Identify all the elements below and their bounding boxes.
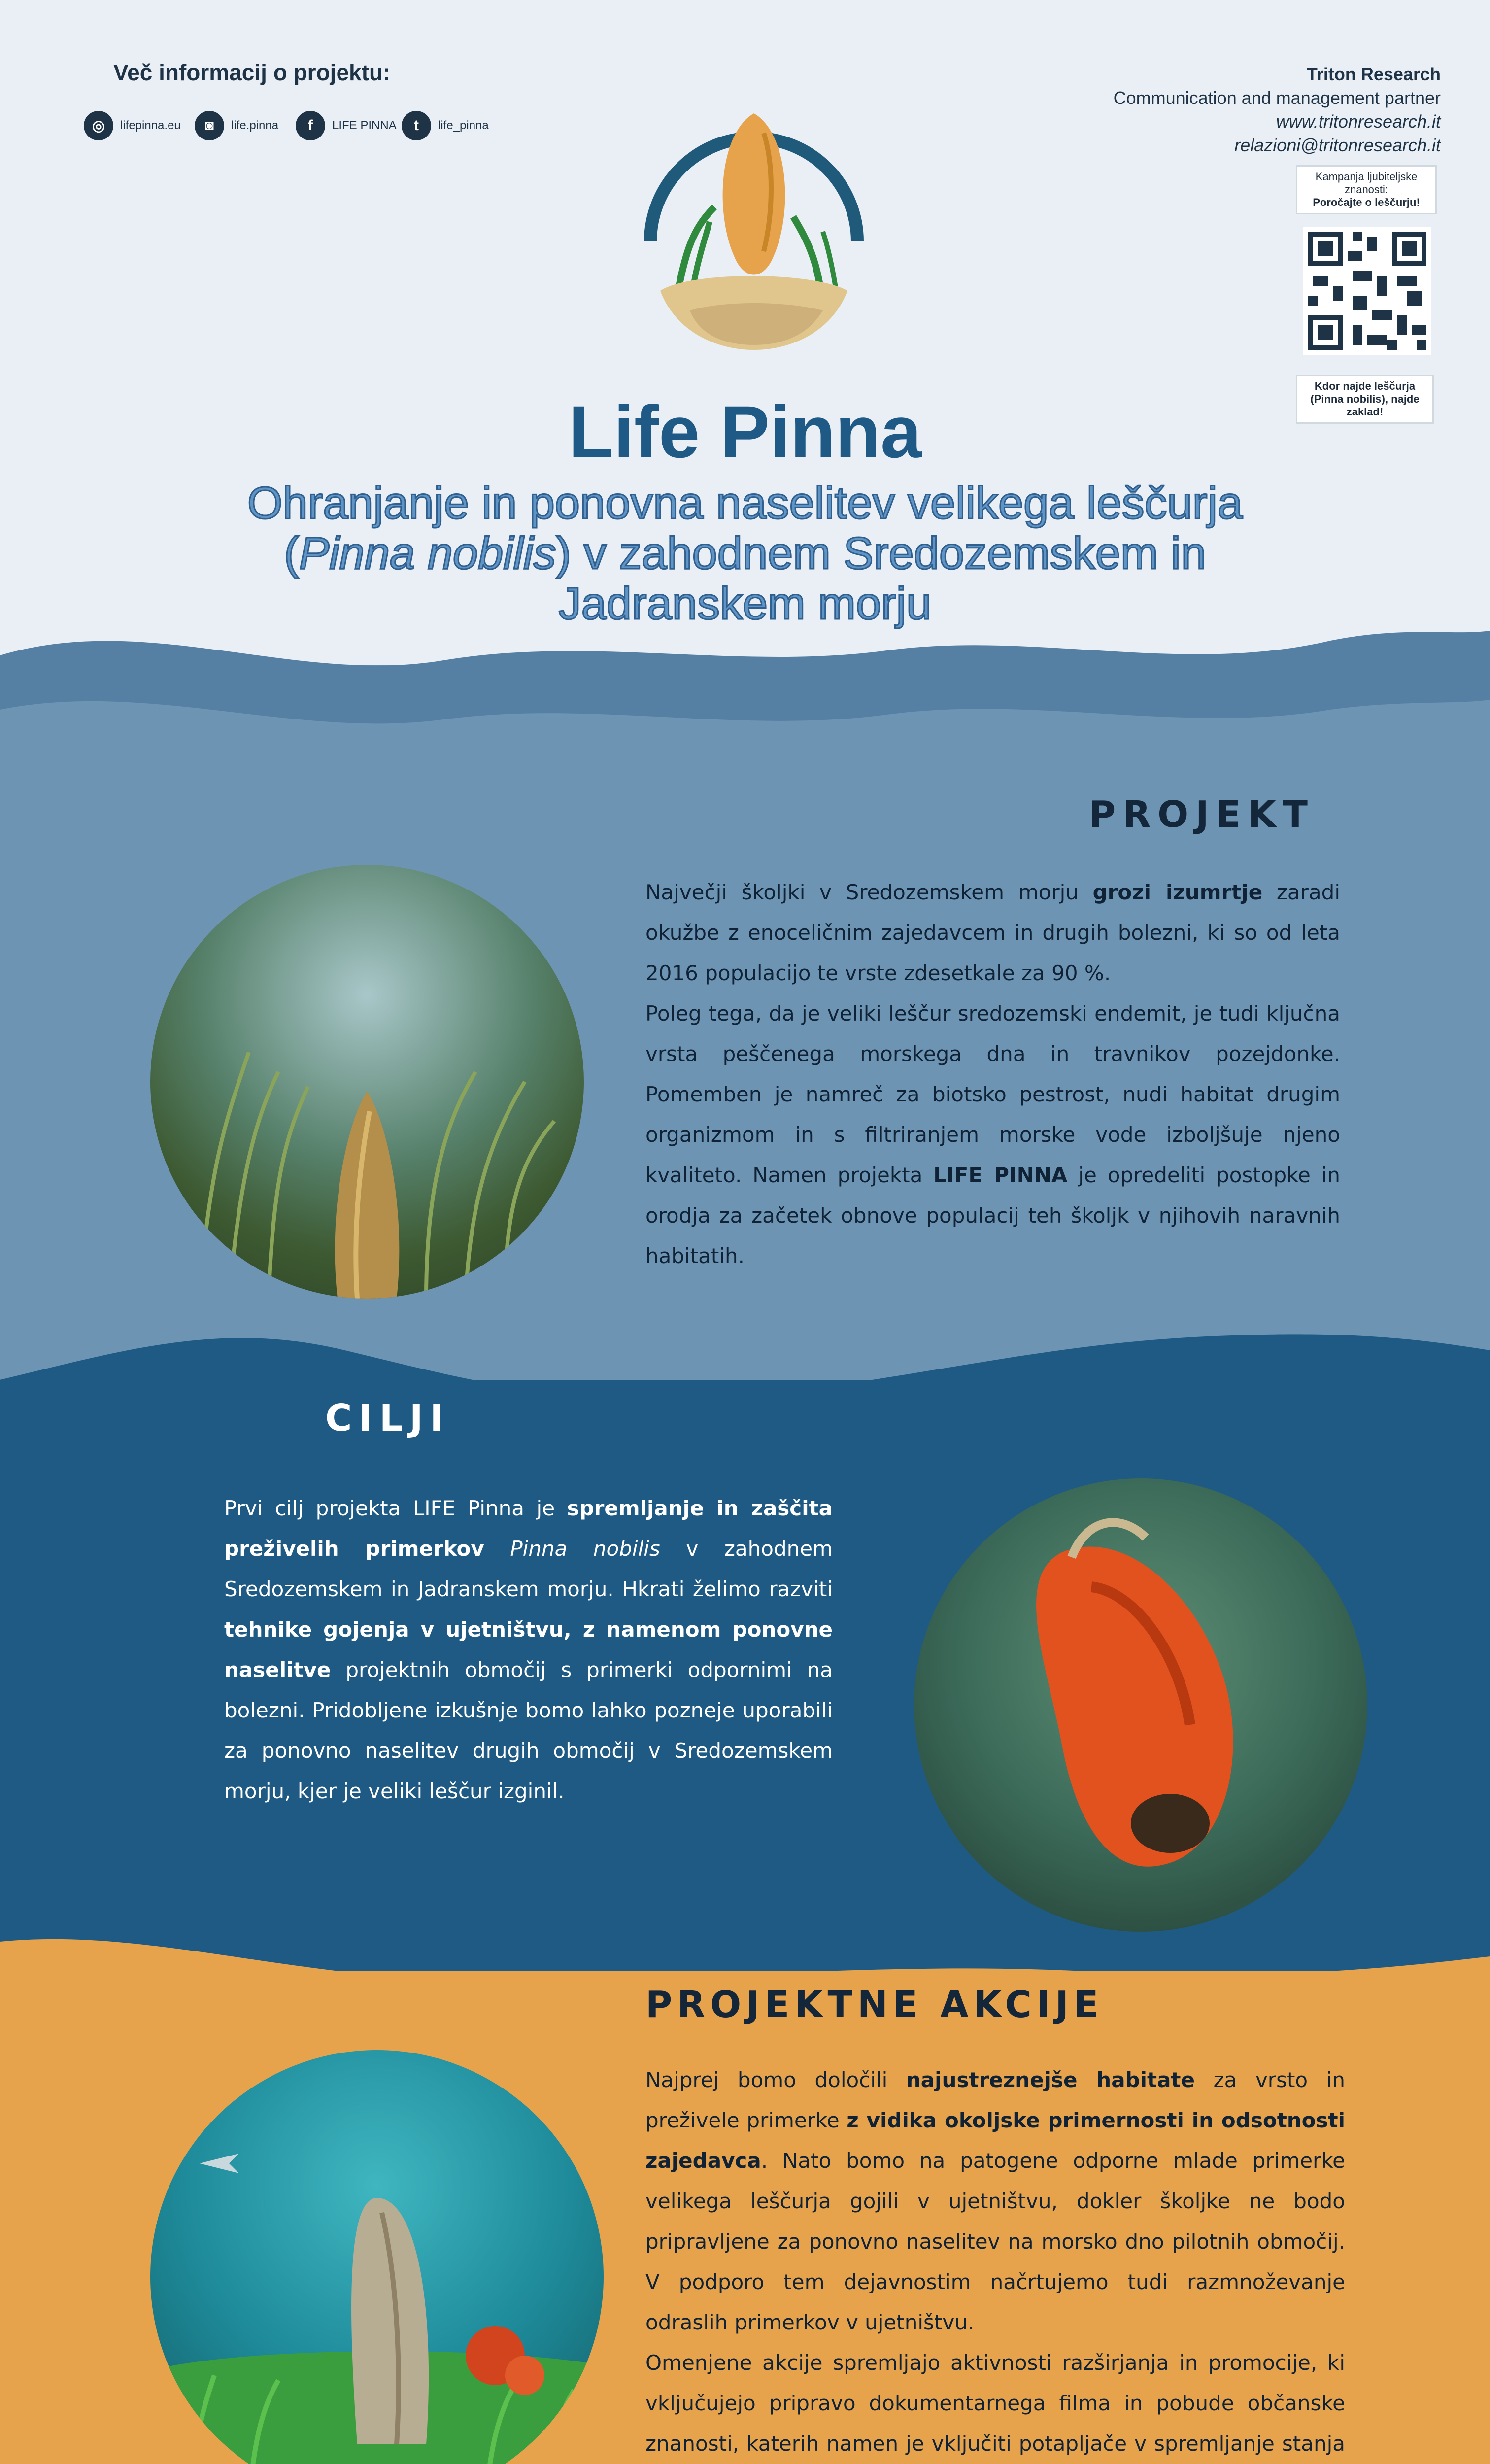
cilji-heading: CILJI xyxy=(325,1397,451,1439)
projekt-heading: PROJEKT xyxy=(1089,793,1315,836)
life-pinna-logo xyxy=(616,94,892,370)
projekt-p2-a: Poleg tega, da je veliki leščur sredozemski endemit, je tudi ključna vrsta peščenega morskega dna in travnikov pozejdonke. Pomemben je namreč za biotsko pestrost, nudi habitat drugim organizmom in s filtriranjem morske vode izboljšuje njeno kvaliteto. Namen projekta xyxy=(645,1001,1340,1187)
partner-email[interactable]: relazioni@tritonresearch.it xyxy=(1234,135,1441,155)
akcije-b1: najustreznejše habitate xyxy=(906,2068,1195,2092)
qr-code[interactable] xyxy=(1303,227,1431,355)
social-link-instagram[interactable] xyxy=(195,111,278,140)
projekt-text xyxy=(645,872,1340,1276)
akcije-t2: za vrsto in preživele primerke xyxy=(645,2068,1345,2132)
qr-top-note xyxy=(1296,165,1437,214)
pinna-shell-icon xyxy=(616,94,892,370)
subtitle-part2: ) v zahodnem Sredozemskem in xyxy=(556,528,1206,579)
akcije-t3: . Nato bomo na patogene odporne mlade primerke velikega leščurja gojili v ujetništvu, dokler školjke ne bodo pripravljene za ponovno naselitev na morsko dno pilotnih območij. V podporo tem dejavnostim načrtujemo tudi razmnoževanje odraslih primerkov v ujetništvu. xyxy=(645,2149,1345,2334)
akcije-text xyxy=(645,2060,1345,2464)
social-label: lifepinna.eu xyxy=(120,119,181,132)
twitter-icon: t xyxy=(402,111,431,140)
subtitle-line3: Jadranskem morju xyxy=(558,579,932,629)
qr-bottom-note: Kdor najde leščurja (Pinna nobilis), najde zaklad! xyxy=(1296,375,1434,424)
akcije-t1: Najprej bomo določili xyxy=(645,2068,906,2092)
orange-shell-illustration xyxy=(914,1478,1367,1932)
social-label: life_pinna xyxy=(438,119,489,132)
projekt-p2-b: je opredeliti postopke in orodja za začetek obnove populacij teh školjk v njihovih naravnih habitatih. xyxy=(645,1163,1341,1268)
partner-role: Communication and management partner xyxy=(1113,88,1441,108)
cilji-t2: v zahodnem Sredozemskem in Jadranskem morju. Hkrati želimo razviti xyxy=(224,1537,833,1601)
globe-icon: ◎ xyxy=(84,111,113,140)
subtitle-italic: Pinna nobilis xyxy=(299,528,556,579)
orange-shell-photo xyxy=(914,1478,1367,1932)
social-link-website[interactable] xyxy=(84,111,181,140)
top-wave xyxy=(0,611,1490,774)
akcije-p2: Omenjene akcije spremljajo aktivnosti razširjanja in promocije, ki vključujejo pripravo dokumentarnega filma in pobude občanske znanosti, katerih namen je vključiti potapljače v spremljanje stanja xyxy=(645,2351,1345,2456)
cilji-t1: Prvi cilj projekta LIFE Pinna je xyxy=(224,1496,567,1520)
partner-website[interactable]: www.tritonresearch.it xyxy=(1276,111,1441,132)
seagrass-illustration xyxy=(150,865,584,1299)
page-title: Life Pinna xyxy=(568,390,922,473)
projekt-p1-b: zaradi okužbe z enoceličnim zajedavcem in drugih bolezni, ki so od leta 2016 populacijo te vrste zdesetkale za 90 %. xyxy=(645,880,1340,985)
more-info-label: Več informacij o projektu: xyxy=(113,60,391,85)
social-link-twitter[interactable] xyxy=(402,111,489,140)
cilji-b2: tehnike gojenja v ujetništvu, z namenom ponovne naselitve xyxy=(224,1617,833,1682)
partner-name: Triton Research xyxy=(1306,64,1441,84)
akcije-b2: z vidika okoljske primernosti in odsotnosti zajedavca xyxy=(645,2108,1345,2173)
cilji-i1: Pinna nobilis xyxy=(510,1537,660,1561)
cilji-b1: spremljanje in zaščita preživelih primerkov xyxy=(224,1496,833,1561)
cilji-t3: projektnih območij s primerki odpornimi na bolezni. Pridobljene izkušnje bomo lahko pozneje uporabili za ponovno naselitev drugih območij v Sredozemskem morju, kjer je veliki leščur izginil. xyxy=(224,1658,833,1803)
facebook-icon: f xyxy=(296,111,325,140)
akcije-heading: PROJEKTNE AKCIJE xyxy=(645,1984,1104,2026)
qr-top-text: Kampanja ljubiteljske znanosti: xyxy=(1315,171,1418,196)
projekt-p2-bold: LIFE PINNA xyxy=(933,1163,1068,1187)
partner-info xyxy=(1114,64,1441,156)
cilji-wave xyxy=(0,1321,1490,1449)
subtitle-part1: Ohranjanje in ponovna naselitev velikega leščurja xyxy=(247,478,1243,528)
cilji-text xyxy=(224,1488,833,1812)
social-label: LIFE PINNA xyxy=(332,119,397,132)
projekt-p1-a: Največji školjki v Sredozemskem morju xyxy=(645,880,1093,904)
seagrass-photo xyxy=(150,865,584,1299)
social-link-facebook[interactable] xyxy=(296,111,397,140)
projekt-p1-bold: grozi izumrtje xyxy=(1092,880,1263,904)
page-subtitle: Ohranjanje in ponovna naselitev velikega leščurja (Pinna nobilis) v zahodnem Sredozemskem in Jadranskem morju xyxy=(247,478,1243,629)
social-label: life.pinna xyxy=(231,119,279,132)
qr-top-bold: Poročajte o leščurju! xyxy=(1313,196,1420,208)
instagram-icon: ◙ xyxy=(195,111,224,140)
qr-code-graphic xyxy=(1303,227,1431,355)
